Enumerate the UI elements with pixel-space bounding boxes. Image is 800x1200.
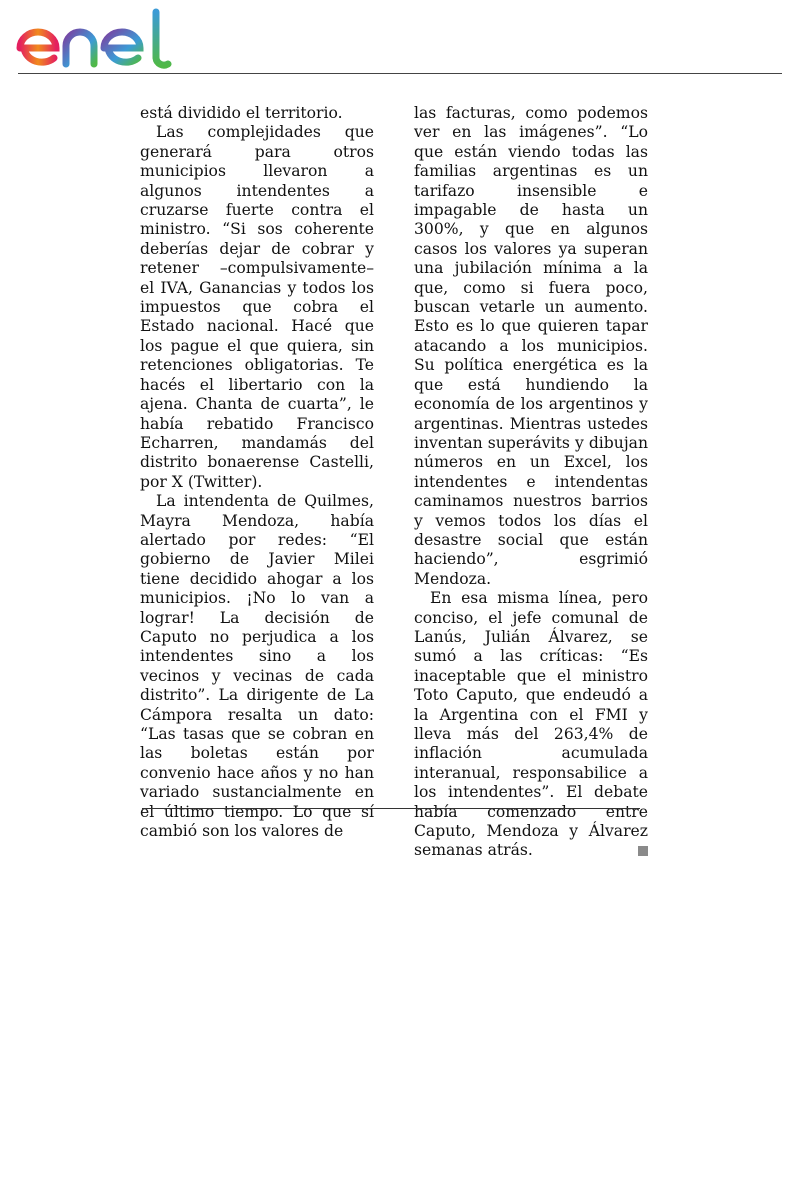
footer-divider	[142, 808, 640, 809]
paragraph-text: En esa misma línea, pero conciso, el jefe comunal de Lanús, Julián Álvarez, se sumó a las críticas: “Es inaceptable que el ministro Toto Caputo, que endeudó a la Argentina con el FMI y lleva más del 263,4% de inflación acumulada interanual, responsabilice a los intendentes”. El debate había comenzado entre Caputo, Mendoza y Álvarez semanas atrás.	[414, 589, 648, 860]
end-of-article-icon	[638, 846, 648, 856]
paragraph: La intendenta de Quilmes, Mayra Mendoza, había alertado por redes: “El gobierno de Javier Milei tiene decidido ahogar a los municipios. ¡No lo van a lograr! La decisión de Caputo no perjudica a los intendentes sino a los vecinos y vecinas de cada distrito”. La dirigente de La Cámpora resalta un dato: “Las tasas que se cobran en las boletas están por convenio hace años y no han variado sustancialmente en el último tiempo. Lo que sí cambió son los valores de	[140, 492, 374, 841]
article-column-left	[140, 104, 374, 841]
article-column-right	[414, 104, 648, 861]
paragraph-final	[414, 589, 648, 861]
paragraph: está dividido el territorio.	[140, 104, 343, 122]
header-divider	[18, 73, 782, 74]
enel-logo	[16, 6, 182, 70]
paragraph: las facturas, como podemos ver en las imágenes”. “Lo que están viendo todas las familias argentinas es un tarifazo insensible e impagable de hasta un 300%, y que en algunos casos los valores ya superan una jubilación mínima a la que, como si fuera poco, buscan vetarle un aumento. Esto es lo que quieren tapar atacando a los municipios. Su política energética es la que está hundiendo la economía de los argentinos y argentinas. Mientras ustedes inventan superávits y dibujan números en un Excel, los intendentes e intendentas caminamos nuestros barrios y vemos todos los días el desastre social que están haciendo”, esgrimió Mendoza.	[414, 104, 648, 588]
paragraph: Las complejidades que generará para otros municipios llevaron a algunos intendentes a cruzarse fuerte contra el ministro. “Si sos coherente deberías dejar de cobrar y retener –compulsivamente– el IVA, Ganancias y todos los impuestos que cobra el Estado nacional. Hacé que los pague el que quiera, sin retenciones obligatorias. Te hacés el libertario con la ajena. Chanta de cuarta”, le había rebatido Francisco Echarren, mandamás del distrito bonaerense Castelli, por X (Twitter).	[140, 123, 374, 491]
